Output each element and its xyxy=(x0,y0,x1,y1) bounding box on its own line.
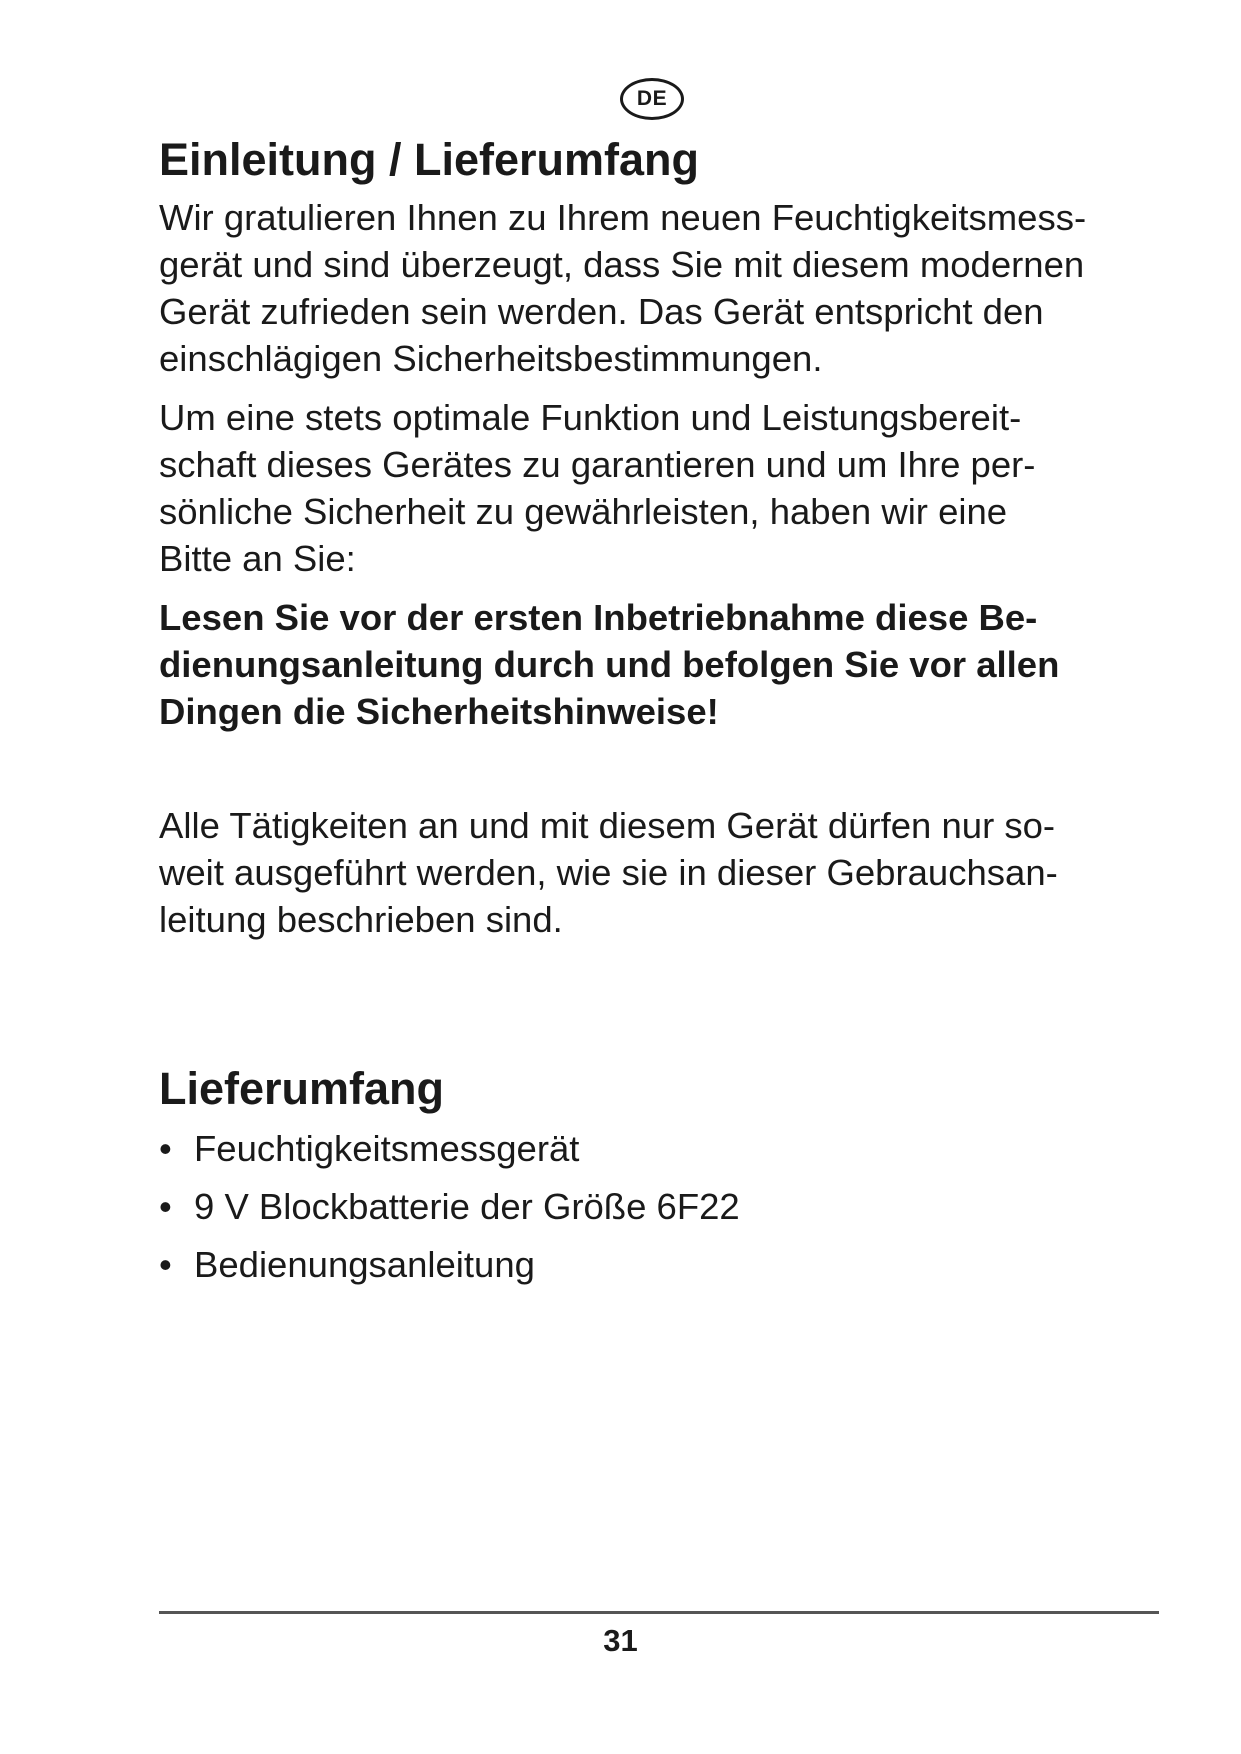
page-content xyxy=(159,130,1159,1299)
text-line: Bitte an Sie: xyxy=(159,538,356,579)
text-line: weit ausgeführt werden, wie sie in dieser Gebrauchsan- xyxy=(159,852,1058,893)
section-heading-contents: Lieferumfang xyxy=(159,1063,445,1114)
safety-notice-paragraph xyxy=(159,594,1159,735)
language-badge xyxy=(620,78,684,120)
section-heading-introduction: Einleitung / Lieferumfang xyxy=(159,134,700,185)
intro-paragraph-1 xyxy=(159,194,1159,382)
text-line: Um eine stets optimale Funktion und Leistungsbereit- xyxy=(159,397,1022,438)
list-item-label: 9 V Blockbatterie der Größe 6F22 xyxy=(194,1186,740,1227)
intro-paragraph-2 xyxy=(159,394,1159,582)
text-line: Alle Tätigkeiten an und mit diesem Gerät dürfen nur so- xyxy=(159,805,1056,846)
text-line: gerät und sind überzeugt, dass Sie mit diesem modernen xyxy=(159,244,1085,285)
text-line: Lesen Sie vor der ersten Inbetriebnahme diese Be- xyxy=(159,597,1038,638)
text-line: sönliche Sicherheit zu gewährleisten, haben wir eine xyxy=(159,491,1008,532)
list-item-label: Feuchtigkeitsmessgerät xyxy=(194,1128,580,1169)
usage-scope-paragraph xyxy=(159,802,1159,943)
page-number: 31 xyxy=(603,1623,638,1658)
bullet-icon: • xyxy=(159,1244,172,1285)
text-line: Gerät zufrieden sein werden. Das Gerät entspricht den xyxy=(159,291,1044,332)
contents-list xyxy=(159,1125,1159,1288)
text-line: dienungsanleitung durch und befolgen Sie vor allen xyxy=(159,644,1060,685)
text-line: Wir gratulieren Ihnen zu Ihrem neuen Feuchtigkeitsmess- xyxy=(159,197,1087,238)
text-line: Dingen die Sicherheitshinweise! xyxy=(159,691,719,732)
text-line: einschlägigen Sicherheitsbestimmungen. xyxy=(159,338,823,379)
list-item xyxy=(159,1241,1159,1288)
text-line: schaft dieses Gerätes zu garantieren und um Ihre per- xyxy=(159,444,1036,485)
list-item xyxy=(159,1125,1159,1172)
bullet-icon: • xyxy=(159,1128,172,1169)
footer-divider xyxy=(159,1611,1159,1614)
text-line: leitung beschrieben sind. xyxy=(159,899,563,940)
bullet-icon: • xyxy=(159,1186,172,1227)
list-item-label: Bedienungsanleitung xyxy=(194,1244,535,1285)
language-badge-label: DE xyxy=(636,87,668,110)
list-item xyxy=(159,1183,1159,1230)
